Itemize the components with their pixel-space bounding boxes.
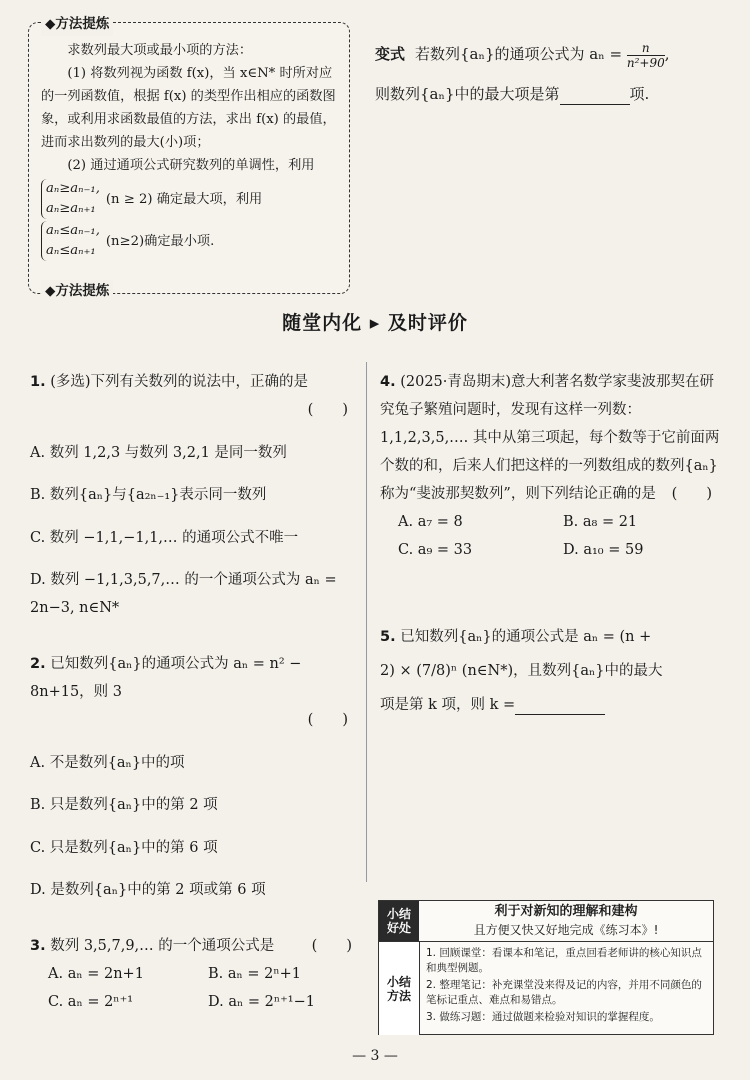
q4-number: 4. <box>380 374 396 390</box>
summary-method-row <box>379 942 713 1035</box>
q2-paren: ( ) <box>307 712 348 728</box>
max-brace <box>41 179 100 219</box>
q3-option-a[interactable]: A. aₙ = 2n+1 <box>48 966 144 982</box>
q3-option-b[interactable]: B. aₙ = 2ⁿ+1 <box>208 966 302 982</box>
q1-paren: ( ) <box>307 402 348 418</box>
method-intro: 求数列最大项或最小项的方法： <box>67 43 253 58</box>
column-divider <box>366 362 367 882</box>
min-condition <box>41 221 337 261</box>
summary-header-row <box>379 901 713 942</box>
summary-method-list <box>420 942 713 1035</box>
section-heading: 随堂内化 ▸ 及时评价 <box>282 312 468 334</box>
min-cond-line-1: aₙ≤aₙ₋₁, <box>46 223 100 238</box>
q3-option-c[interactable]: C. aₙ = 2ⁿ⁺¹ <box>48 994 134 1010</box>
min-brace <box>41 221 100 261</box>
min-cond-text: (n≥2)确定最小项. <box>105 233 215 249</box>
variant-label: 变式 <box>375 45 406 63</box>
q5-stem-2: 2) × (7/8)ⁿ (n∈N*)，且数列{aₙ}中的最大 <box>380 663 663 679</box>
summary-header <box>419 901 713 941</box>
q4-option-b[interactable]: B. a₈ = 21 <box>563 514 638 530</box>
question-3 <box>30 932 360 1016</box>
q4-options <box>398 508 720 564</box>
q1-option-c[interactable]: C. 数列 −1,1,−1,1,… 的通项公式不唯一 <box>30 529 299 546</box>
method-point-1: (1) 将数列视为函数 f(x)，当 x∈N* 时所对应的一列函数值，根据 f(x) 的类型作出相应的函数图象，或利用求函数最值的方法，求出 f(x) 的最值，进而求出数列的最大(小)项； <box>41 66 336 150</box>
q4-option-d[interactable]: D. a₁₀ = 59 <box>563 542 644 558</box>
variant-text-3: 则数列{aₙ}中的最大项是第 <box>375 85 560 103</box>
method-tips-box <box>28 16 350 299</box>
summary-heading-2: 且方便又快又好地完成《练习本》! <box>473 923 659 937</box>
left-column <box>30 368 360 1016</box>
q5-stem-3: 项是第 k 项，则 k = <box>380 697 516 713</box>
q2-stem: 已知数列{aₙ}的通项公式为 aₙ = n² − 8n+15，则 3 <box>30 656 302 700</box>
q2-option-b[interactable]: B. 只是数列{aₙ}中的第 2 项 <box>30 797 218 813</box>
question-4 <box>380 368 720 564</box>
summary-item-1: 1. 回顾课堂：看课本和笔记，重点回看老师讲的核心知识点和典型例题。 <box>426 947 702 974</box>
q1-number: 1. <box>30 374 46 390</box>
q3-options <box>48 960 360 1016</box>
q3-stem: 数列 3,5,7,9,… 的一个通项公式是 <box>50 938 275 954</box>
q4-paren: ( ) <box>671 486 712 502</box>
q5-answer-blank[interactable] <box>515 696 605 715</box>
right-column <box>380 368 720 722</box>
variant-text-4: 项. <box>629 85 650 103</box>
variant-line-2 <box>375 74 725 114</box>
summary-box <box>378 900 714 1035</box>
q5-number: 5. <box>380 629 396 645</box>
summary-method-tag: 小结 方法 <box>379 942 420 1035</box>
method-box-title: ◆方法提炼 <box>41 13 113 36</box>
variant-text-1: 若数列{aₙ}的通项公式为 aₙ = <box>415 45 623 63</box>
variant-comma: , <box>664 45 670 63</box>
max-cond-line-1: aₙ≥aₙ₋₁, <box>46 181 100 196</box>
variant-fraction <box>627 41 665 70</box>
summary-item-2: 2. 整理笔记：补充课堂没来得及记的内容，并用不同颜色的笔标记重点、难点和易错点。 <box>426 979 702 1006</box>
q1-stem: (多选)下列有关数列的说法中，正确的是 <box>50 374 309 390</box>
page-number: — 3 — <box>352 1048 398 1064</box>
method-box-foot: ◆方法提炼 <box>41 280 113 303</box>
q1-option-b[interactable]: B. 数列{aₙ}与{a₂ₙ₋₁}表示同一数列 <box>30 487 267 503</box>
q4-option-a[interactable]: A. a₇ = 8 <box>398 514 463 530</box>
q2-number: 2. <box>30 656 46 672</box>
fraction-numerator: n <box>627 41 665 56</box>
variant-line-1 <box>375 34 725 74</box>
q2-option-c[interactable]: C. 只是数列{aₙ}中的第 6 项 <box>30 839 218 856</box>
q1-option-d[interactable]: D. 数列 −1,1,3,5,7,… 的一个通项公式为 aₙ = 2n−3, n∈N* <box>30 572 337 616</box>
q3-option-d[interactable]: D. aₙ = 2ⁿ⁺¹−1 <box>208 994 315 1010</box>
variant-question <box>375 34 725 114</box>
q4-stem: (2025·青岛期末)意大利著名数学家斐波那契在研究兔子繁殖问题时，发现有这样一列数：1,1,2,3,5,…. 其中从第三项起，每个数等于它前面两个数的和，后来人们把这样的一列数组成的数列{aₙ}称为“斐波那契数列”，则下列结论正确的是 <box>380 374 720 502</box>
q4-option-c[interactable]: C. a₉ = 33 <box>398 542 473 558</box>
question-5 <box>380 620 720 722</box>
question-1 <box>30 368 360 622</box>
question-2 <box>30 650 360 904</box>
q3-paren: ( ) <box>311 938 352 954</box>
q5-stem-1: 已知数列{aₙ}的通项公式是 aₙ = (n + <box>400 629 652 645</box>
summary-item-3: 3. 做练习题：通过做题来检验对知识的掌握程度。 <box>426 1011 660 1023</box>
q2-option-a[interactable]: A. 不是数列{aₙ}中的项 <box>30 754 185 771</box>
min-cond-line-2: aₙ≤aₙ₊₁ <box>46 243 96 258</box>
q3-number: 3. <box>30 938 46 954</box>
q2-option-d[interactable]: D. 是数列{aₙ}中的第 2 项或第 6 项 <box>30 882 266 898</box>
fraction-denominator: n²+90 <box>626 55 665 70</box>
summary-benefit-tag: 小结 好处 <box>379 901 419 941</box>
method-point-2: (2) 通过通项公式研究数列的单调性，利用 <box>67 158 315 173</box>
answer-blank[interactable] <box>560 86 630 105</box>
q1-option-a[interactable]: A. 数列 1,2,3 与数列 3,2,1 是同一数列 <box>30 444 287 461</box>
max-cond-line-2: aₙ≥aₙ₊₁ <box>46 201 96 216</box>
max-cond-text: (n ≥ 2) 确定最大项，利用 <box>105 191 263 207</box>
max-condition <box>41 179 337 219</box>
summary-heading-1: 利于对新知的理解和建构 <box>494 904 638 919</box>
